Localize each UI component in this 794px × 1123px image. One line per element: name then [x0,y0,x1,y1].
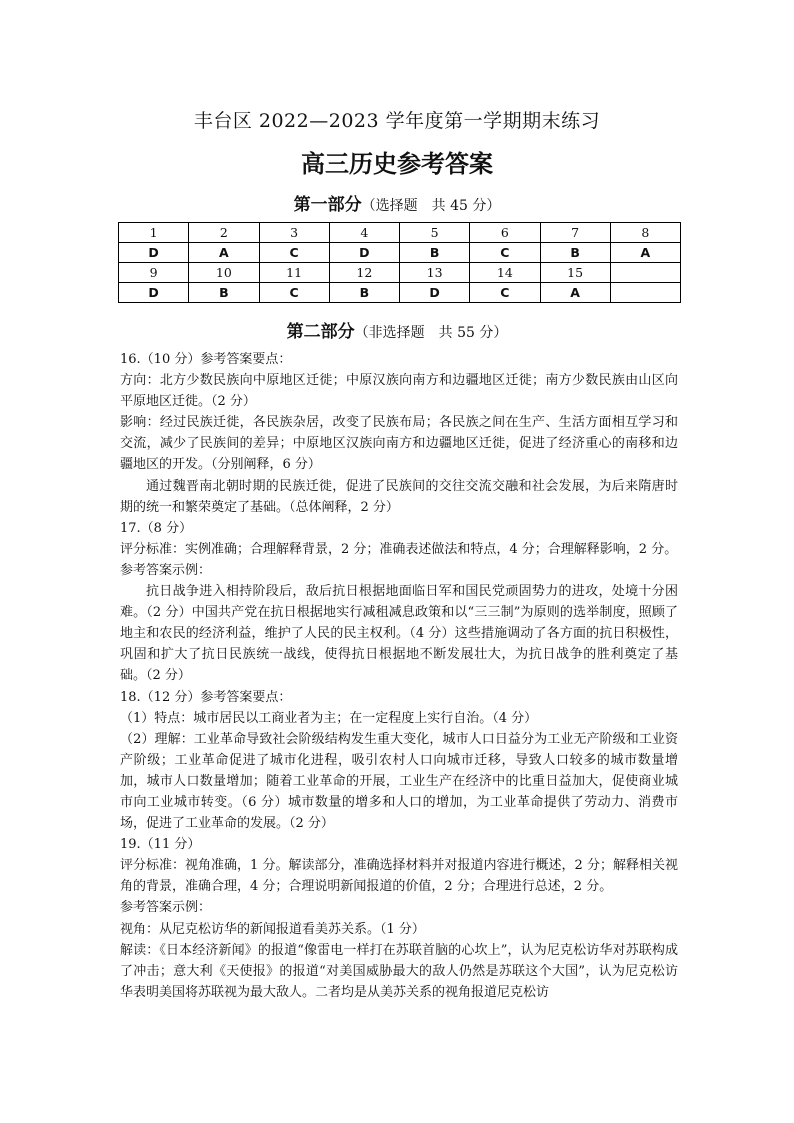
answer-letter-row [119,243,681,263]
sample-label: 参考答案示例： [120,562,212,578]
answer-paragraph: 方向：北方少数民族向中原地区迁徙；中原汉族向南方和边疆地区迁徙；南方少数民族由山区向平原地区迁徙。（2 分） [120,373,678,410]
question-number-cell: 11 [259,263,329,283]
answer-letter-cell: C [470,243,540,263]
question-number-cell: 9 [119,263,189,283]
page-title: 高三历史参考答案 [301,150,493,178]
part1-heading [0,190,794,215]
answer-letter-cell: A [540,283,610,303]
question-number-cell: 8 [610,223,680,243]
question-number-cell: 4 [329,223,399,243]
answer-paragraph: 抗日战争进入相持阶段后，敌后抗日根据地面临日军和国民党顽固势力的进攻，处境十分困难。（2 分）中国共产党在抗日根据地实行减租减息政策和以“三三制”为原则的选举制度，照顾了地主和农民的经济利益，维护了人民的民主权利。（4 分）这些措施调动了各方面的抗日积极性，巩固和扩大了抗日民族统一战线，使得抗日根据地不断发展壮大，为抗日战争的胜利奠定了基础。（2 分） [120,584,678,684]
question-heading: 19.（11 分） [120,837,201,853]
answer-body [120,349,678,1003]
empty-cell [610,283,680,303]
answer-table [118,222,681,303]
question-heading: 16.（10 分）参考答案要点： [120,352,292,367]
answer-letter-cell: B [189,283,259,303]
answer-letter-cell: B [540,243,610,263]
question-number-row [119,223,681,243]
answer-letter-cell: B [329,283,399,303]
answer-letter-cell: D [400,283,470,303]
question-number-cell: 7 [540,223,610,243]
question-number-cell: 1 [119,223,189,243]
answer-letter-cell: D [119,243,189,263]
part1-title: 第一部分 [293,195,362,215]
answer-paragraph: 解读：《日本经济新闻》的报道“像雷电一样打在苏联首脑的心坎上”，认为尼克松访华对苏联构成了冲击；意大利《天使报》的报道“对美国威胁最大的敌人仍然是苏联这个大国”，认为尼克松访华表明美国将苏联视为最大敌人。二者均是从美苏关系的视角报道尼克松访 [120,942,678,1000]
answer-letter-cell: C [259,283,329,303]
answer-paragraph: （1）特点：城市居民以工商业者为主；在一定程度上实行自治。（4 分） [120,710,538,726]
question-number-cell: 3 [259,223,329,243]
answer-letter-cell: A [189,243,259,263]
answer-paragraph: 视角：从尼克松访华的新闻报道看美苏关系。（1 分） [120,921,425,937]
answer-letter-row [119,283,681,303]
answer-letter-cell: D [119,283,189,303]
question-number-cell: 13 [400,263,470,283]
answer-letter-cell: C [259,243,329,263]
part2-subtitle: （非选择题 共 55 分） [354,325,508,341]
part2-heading [0,317,794,342]
answer-letter-cell: B [400,243,470,263]
part1-subtitle: （选择题 共 45 分） [361,198,501,214]
question-number-cell: 10 [189,263,259,283]
question-heading: 17.（8 分） [120,520,193,536]
question-number-cell: 12 [329,263,399,283]
answer-letter-cell: D [329,243,399,263]
scoring-criteria: 评分标准：实例准确；合理解释背景，2 分；准确表述做法和特点，4 分；合理解释影响，2 分。 [120,541,678,557]
question-heading: 18.（12 分）参考答案要点： [120,689,292,705]
question-number-cell: 2 [189,223,259,243]
question-number-row [119,263,681,283]
question-number-cell: 14 [470,263,540,283]
answer-letter-cell: C [470,283,540,303]
question-number-cell: 15 [540,263,610,283]
answer-paragraph: （2）理解：工业革命导致社会阶级结构发生重大变化，城市人口日益分为工业无产阶级和工业资产阶级；工业革命促进了城市化进程，吸引农村人口向城市迁移，导致人口较多的城市数量增加，城市人口数量增加；随着工业革命的开展，工业生产在经济中的比重日益加大，促使商业城市向工业城市转变。（6 分）城市数量的增多和人口的增加，为工业革命提供了劳动力、消费市场，促进了工业革命的发展。（2 分） [120,731,678,832]
answer-paragraph: 影响：经过民族迁徙，各民族杂居，改变了民族布局；各民族之间在生产、生活方面相互学习和交流，减少了民族间的差异；中原地区汉族向南方和边疆地区迁徙，促进了经济重心的南移和边疆地区的开发。（分别阐释，6 分） [120,415,678,473]
exam-title: 丰台区 2022—2023 学年度第一学期期末练习 [193,110,601,132]
sample-label: 参考答案示例： [120,900,212,916]
answer-letter-cell: A [610,243,680,263]
part2-title: 第二部分 [286,322,355,342]
question-number-cell: 6 [470,223,540,243]
question-number-cell: 5 [400,223,470,243]
scoring-criteria: 评分标准：视角准确，1 分。解读部分，准确选择材料并对报道内容进行概述，2 分；解释相关视角的背景，准确合理，4 分；合理说明新闻报道的价值，2 分；合理进行总述，2 分。 [120,858,678,895]
answer-paragraph: 通过魏晋南北朝时期的民族迁徙，促进了民族间的交往交流交融和社会发展，为后来隋唐时期的统一和繁荣奠定了基础。（总体阐释，2 分） [120,478,678,515]
empty-cell [610,263,680,283]
